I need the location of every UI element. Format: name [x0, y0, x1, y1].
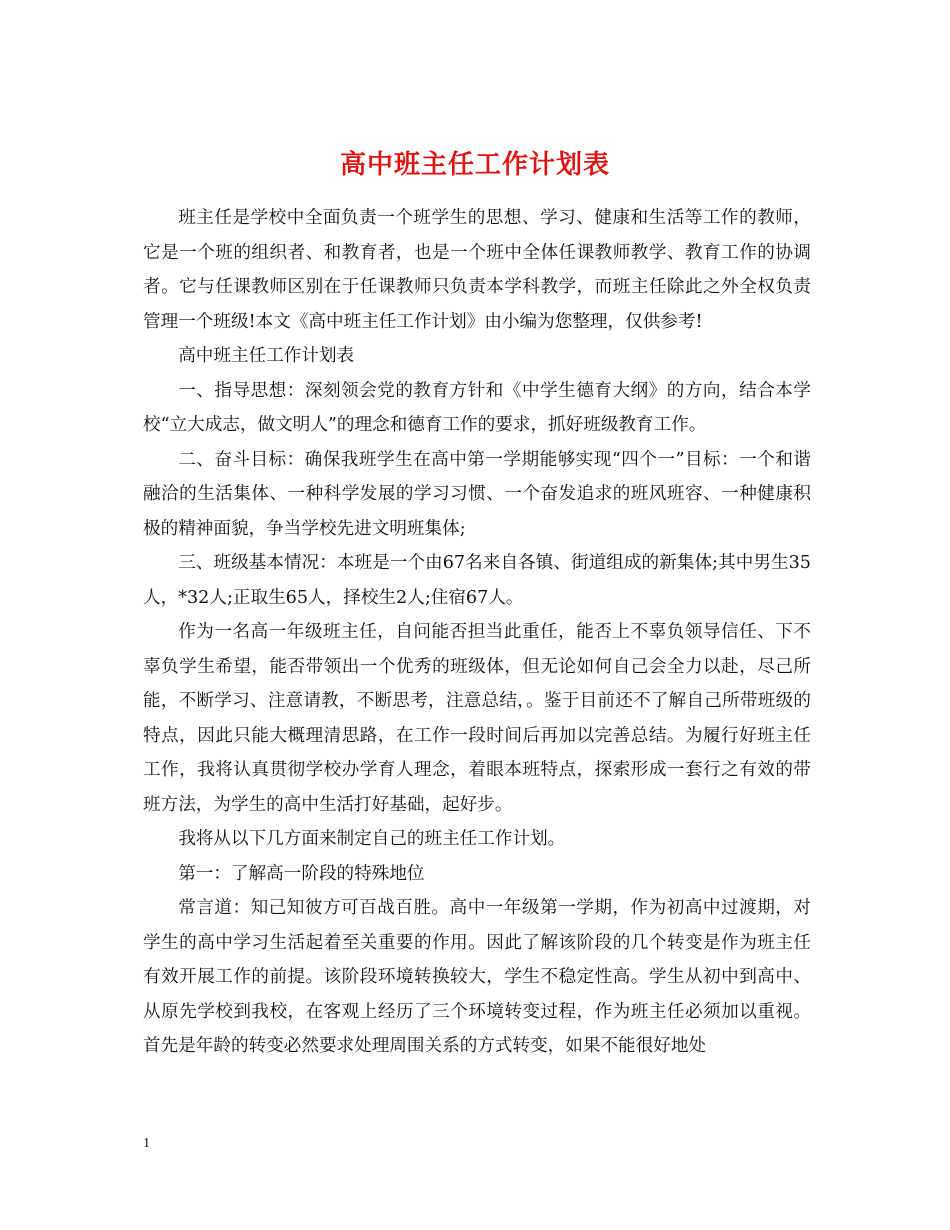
paragraph-guiding-thought: 一、指导思想：深刻领会党的教育方针和《中学生德育大纲》的方向，结合本学校“立大成志，做文明人”的理念和德育工作的要求，抓好班级教育工作。 [143, 380, 811, 435]
paragraph-section-one: 第一：了解高一阶段的特殊地位 [178, 863, 425, 884]
paragraph-teacher-role: 作为一名高一年级班主任，自问能否担当此重任，能否上不辜负领导信任、下不辜负学生希望，能否带领出一个优秀的班级体，但无论如何自己会全力以赴，尽己所能，不断学习、注意请教，不断思考，注意总结，。鉴于目前还不了解自己所带班级的特点，因此只能大概理清思路，在工作一段时间后再加以完善总结。为履行好班主任工作，我将认真贯彻学校办学育人理念，着眼本班特点，探索形成一套行之有效的带班方法，为学生的高中生活打好基础，起好步。 [143, 622, 811, 815]
paragraph-plan-intro: 我将从以下几方面来制定自己的班主任工作计划。 [178, 829, 566, 849]
page-number: 1 [143, 1136, 150, 1151]
paragraph-heading: 高中班主任工作计划表 [178, 346, 355, 366]
paragraph-intro: 班主任是学校中全面负责一个班学生的思想、学习、健康和生活等工作的教师，它是一个班的组织者、和教育者，也是一个班中全体任课教师教学、教育工作的协调者。它与任课教师区别在于任课教师只负责本学科教学，而班主任除此之外全权负责管理一个班级!本文《高中班主任工作计划》由小编为您整理，仅供参考! [143, 208, 811, 332]
paragraph-class-info: 三、班级基本情况：本班是一个由67名来自各镇、街道组成的新集体;其中男生35人，*32人;正取生65人，择校生2人;住宿67人。 [143, 553, 811, 608]
document-body [143, 201, 811, 1064]
paragraph-goals: 二、奋斗目标：确保我班学生在高中第一学期能够实现“四个一”目标：一个和谐融洽的生活集体、一种科学发展的学习习惯、一个奋发追求的班风班容、一种健康积极的精神面貌，争当学校先进文明班集体; [143, 449, 811, 539]
document-title: 高中班主任工作计划表 [339, 150, 610, 181]
paragraph-section-one-body: 常言道：知己知彼方可百战百胜。高中一年级第一学期，作为初高中过渡期，对学生的高中学习生活起着至关重要的作用。因此了解该阶段的几个转变是作为班主任有效开展工作的前提。该阶段环境转换较大，学生不稳定性高。学生从初中到高中、从原先学校到我校，在客观上经历了三个环境转变过程，作为班主任必须加以重视。首先是年龄的转变必然要求处理周围关系的方式转变，如果不能很好地处 [143, 898, 811, 1056]
